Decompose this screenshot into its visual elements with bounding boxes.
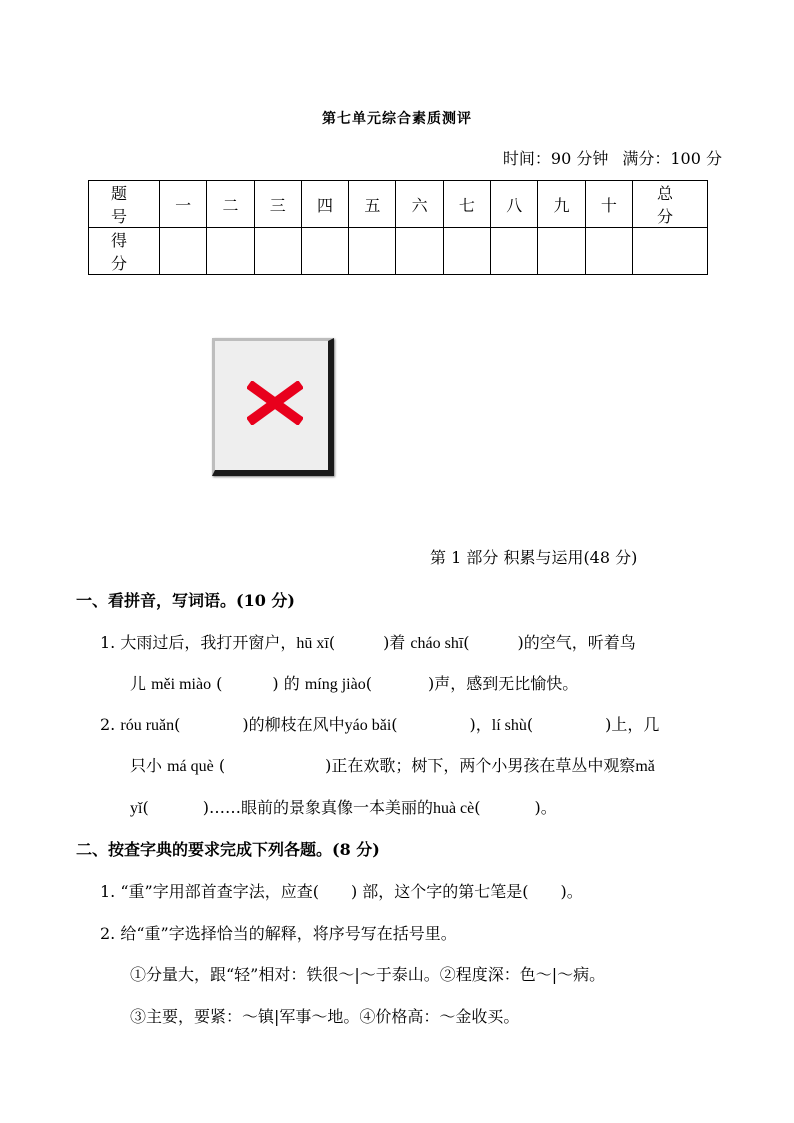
cell-q1: 一 <box>160 181 207 228</box>
score-cell <box>443 228 490 275</box>
cell-label-score: 得 分 <box>89 228 160 275</box>
full-score: 满分：100 分 <box>622 149 722 168</box>
cell-q5: 五 <box>349 181 396 228</box>
pinyin-huxi: hū xī <box>296 635 329 652</box>
cell-q4: 四 <box>301 181 348 228</box>
question-2-2: 2. 给“重”字选择恰当的解释，将序号写在括号里。 <box>100 924 457 943</box>
cell-total: 总 分 <box>633 181 708 228</box>
cell-q7: 七 <box>443 181 490 228</box>
score-cell <box>491 228 538 275</box>
score-cell <box>349 228 396 275</box>
red-x-icon <box>247 381 303 425</box>
pinyin-mingjiao: míng jiào <box>304 676 366 693</box>
score-cell <box>585 228 632 275</box>
cell-q10: 十 <box>585 181 632 228</box>
pinyin-mayi-part1: mǎ <box>635 758 655 775</box>
pinyin-chaoshi: cháo shī <box>410 635 464 652</box>
cell-q9: 九 <box>538 181 585 228</box>
score-cell <box>160 228 207 275</box>
score-table <box>88 180 708 275</box>
question-2-1: 1. “重”字用部首查字法，应查( ) 部，这个字的第七笔是( )。 <box>100 882 583 901</box>
broken-image-placeholder <box>212 338 334 476</box>
part-1-title: 第 1 部分 积累与运用(48 分) <box>430 548 638 567</box>
pinyin-mayi-part2: yǐ <box>130 800 143 817</box>
score-cell <box>633 228 708 275</box>
cell-q8: 八 <box>491 181 538 228</box>
score-table-header-row <box>89 181 708 228</box>
pinyin-rouruan: róu ruǎn <box>120 717 175 734</box>
question-1-2-line-3: yǐ( )……眼前的景象真像一本美丽的huà cè( )。 <box>130 798 557 817</box>
score-cell <box>301 228 348 275</box>
cell-label-number: 题 号 <box>89 181 160 228</box>
question-1-2-line-1: 2. róu ruǎn( )的柳枝在风中yáo bǎi( )，lí shù( )上，几 <box>100 715 660 734</box>
pinyin-meimiao: měi miào <box>151 676 212 693</box>
pinyin-huace: huà cè <box>432 800 475 817</box>
pinyin-lishu: lí shù <box>491 717 527 734</box>
score-cell <box>207 228 254 275</box>
cell-q6: 六 <box>396 181 443 228</box>
score-cell <box>254 228 301 275</box>
time-score-info <box>503 146 722 169</box>
pinyin-yaobai: yáo bǎi <box>344 717 392 734</box>
page-title: 第七单元综合素质测评 <box>322 111 472 127</box>
question-1-2-line-2: 只小 má què ( )正在欢歌；树下，两个小男孩在草丛中观察mǎ <box>130 756 655 775</box>
score-table-score-row <box>89 228 708 275</box>
cell-q2: 二 <box>207 181 254 228</box>
time-limit: 时间：90 分钟 <box>502 149 609 168</box>
score-cell <box>396 228 443 275</box>
definition-options-line-2: ③主要，要紧：～镇|军事～地。④价格高：～金收买。 <box>130 1007 520 1026</box>
section-1-heading: 一、看拼音，写词语。(10 分) <box>76 591 295 610</box>
question-1-1-line-2: 儿 měi miào ( ) 的 míng jiào( )声，感到无比愉快。 <box>130 674 579 693</box>
pinyin-maque: má què <box>167 758 214 775</box>
definition-options-line-1: ①分量大，跟“轻”相对：铁很～|～于泰山。②程度深：色～|～病。 <box>130 965 606 984</box>
cell-q3: 三 <box>254 181 301 228</box>
question-1-1-line-1: 1. 大雨过后，我打开窗户，hū xī( )着 cháo shī( )的空气，听着鸟 <box>100 633 636 652</box>
score-cell <box>538 228 585 275</box>
section-2-heading: 二、按查字典的要求完成下列各题。(8 分) <box>76 840 380 859</box>
